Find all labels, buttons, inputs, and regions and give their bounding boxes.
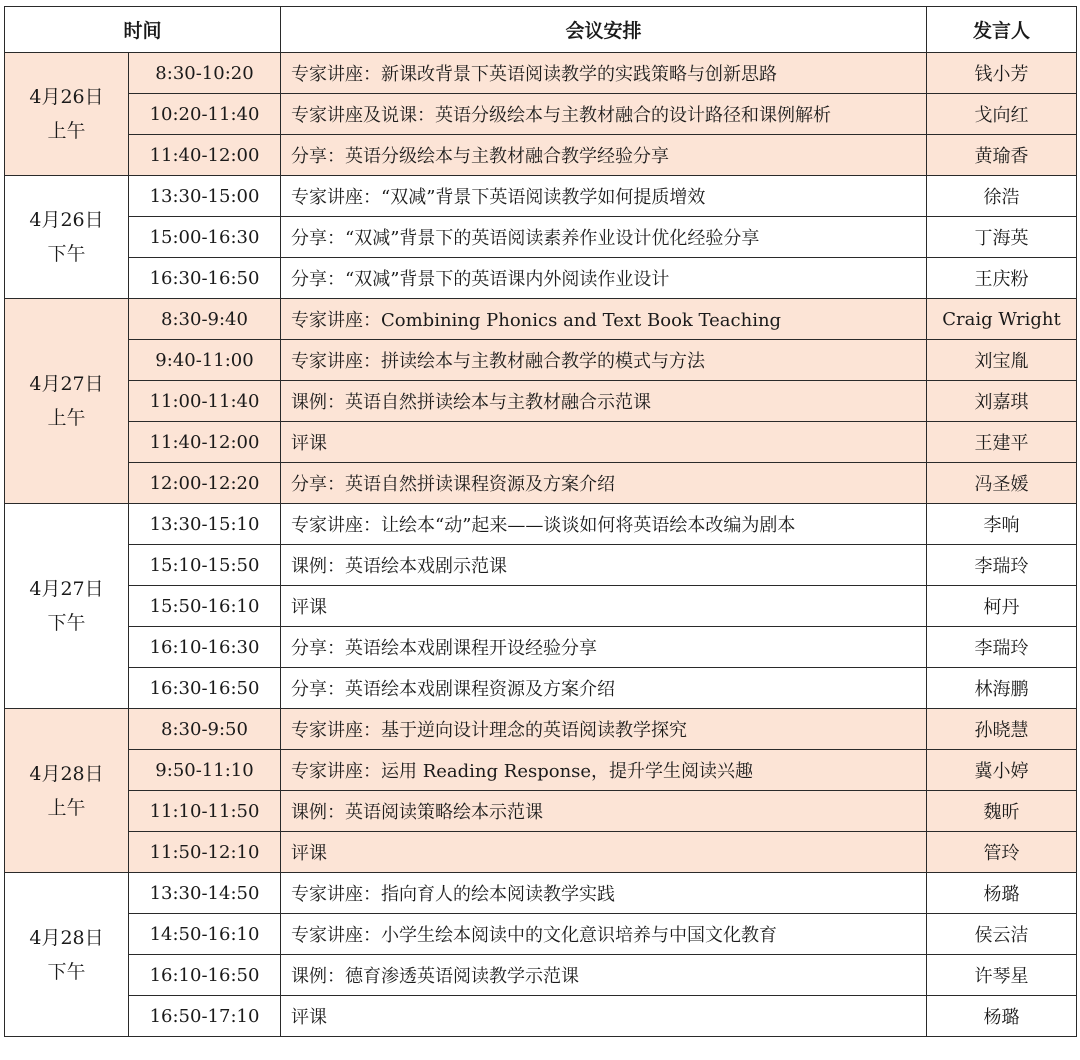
time-cell: 11:10-11:50	[129, 791, 281, 832]
agenda-cell: 评课	[281, 422, 927, 463]
schedule-row	[5, 627, 1077, 668]
agenda-cell: 专家讲座：“双减”背景下英语阅读教学如何提质增效	[281, 176, 927, 217]
time-cell: 8:30-9:50	[129, 709, 281, 750]
schedule-table	[4, 6, 1077, 1037]
schedule-row	[5, 504, 1077, 545]
schedule-row	[5, 381, 1077, 422]
speaker-cell: 戈向红	[927, 94, 1077, 135]
session-date-cell	[5, 873, 129, 1037]
schedule-row	[5, 914, 1077, 955]
header-agenda: 会议安排	[281, 7, 927, 53]
speaker-cell: 冀小婷	[927, 750, 1077, 791]
speaker-cell: 林海鹏	[927, 668, 1077, 709]
schedule-row	[5, 545, 1077, 586]
speaker-cell: 柯丹	[927, 586, 1077, 627]
session-period: 下午	[47, 243, 86, 265]
agenda-cell: 课例：德育渗透英语阅读教学示范课	[281, 955, 927, 996]
schedule-row	[5, 873, 1077, 914]
speaker-cell: 孙晓慧	[927, 709, 1077, 750]
session-date: 4月26日	[29, 209, 104, 231]
time-cell: 16:10-16:30	[129, 627, 281, 668]
session-period: 上午	[47, 120, 86, 142]
schedule-row	[5, 668, 1077, 709]
session-date: 4月27日	[29, 578, 104, 600]
speaker-cell: 徐浩	[927, 176, 1077, 217]
session-date: 4月26日	[29, 86, 104, 108]
schedule-body	[5, 53, 1077, 1037]
speaker-cell: 钱小芳	[927, 53, 1077, 94]
session-date-cell	[5, 53, 129, 176]
session-date: 4月28日	[29, 926, 104, 949]
session-date: 4月28日	[29, 762, 104, 785]
schedule-row	[5, 258, 1077, 299]
agenda-cell: 专家讲座：Combining Phonics and Text Book Teaching	[281, 299, 927, 340]
agenda-cell: 分享：英语绘本戏剧课程资源及方案介绍	[281, 668, 927, 709]
time-cell: 13:30-15:10	[129, 504, 281, 545]
agenda-cell: 分享：英语绘本戏剧课程开设经验分享	[281, 627, 927, 668]
schedule-row	[5, 422, 1077, 463]
speaker-cell: 侯云洁	[927, 914, 1077, 955]
schedule-row	[5, 53, 1077, 94]
agenda-cell: 专家讲座：小学生绘本阅读中的文化意识培养与中国文化教育	[281, 914, 927, 955]
speaker-cell: 许琴星	[927, 955, 1077, 996]
session-date-cell	[5, 504, 129, 709]
session-date-cell	[5, 176, 129, 299]
speaker-cell: 刘嘉琪	[927, 381, 1077, 422]
time-cell: 8:30-9:40	[129, 299, 281, 340]
speaker-cell: 王建平	[927, 422, 1077, 463]
time-cell: 16:50-17:10	[129, 996, 281, 1037]
time-cell: 15:00-16:30	[129, 217, 281, 258]
agenda-cell: 专家讲座：新课改背景下英语阅读教学的实践策略与创新思路	[281, 53, 927, 94]
speaker-cell: 冯圣媛	[927, 463, 1077, 504]
agenda-cell: 专家讲座：运用 Reading Response，提升学生阅读兴趣	[281, 750, 927, 791]
schedule-row	[5, 94, 1077, 135]
time-cell: 11:40-12:00	[129, 422, 281, 463]
header-row	[5, 7, 1077, 53]
header-speaker: 发言人	[927, 7, 1077, 53]
speaker-cell: 刘宝胤	[927, 340, 1077, 381]
time-cell: 13:30-14:50	[129, 873, 281, 914]
time-cell: 9:40-11:00	[129, 340, 281, 381]
speaker-cell: 杨璐	[927, 873, 1077, 914]
time-cell: 13:30-15:00	[129, 176, 281, 217]
agenda-cell: 分享：英语自然拼读课程资源及方案介绍	[281, 463, 927, 504]
schedule-row	[5, 340, 1077, 381]
agenda-cell: 分享：“双减”背景下的英语阅读素养作业设计优化经验分享	[281, 217, 927, 258]
session-period: 上午	[47, 796, 86, 819]
schedule-row	[5, 176, 1077, 217]
schedule-row	[5, 586, 1077, 627]
agenda-cell: 课例：英语阅读策略绘本示范课	[281, 791, 927, 832]
schedule-row	[5, 217, 1077, 258]
schedule-row	[5, 750, 1077, 791]
agenda-cell: 课例：英语自然拼读绘本与主教材融合示范课	[281, 381, 927, 422]
session-date-cell	[5, 299, 129, 504]
schedule-row	[5, 709, 1077, 750]
speaker-cell: Craig Wright	[927, 299, 1077, 340]
time-cell: 16:30-16:50	[129, 668, 281, 709]
agenda-cell: 专家讲座：拼读绘本与主教材融合教学的模式与方法	[281, 340, 927, 381]
agenda-cell: 课例：英语绘本戏剧示范课	[281, 545, 927, 586]
session-period: 上午	[47, 407, 86, 429]
speaker-cell: 魏昕	[927, 791, 1077, 832]
speaker-cell: 黄瑜香	[927, 135, 1077, 176]
speaker-cell: 管玲	[927, 832, 1077, 873]
time-cell: 16:30-16:50	[129, 258, 281, 299]
schedule-row	[5, 299, 1077, 340]
agenda-cell: 评课	[281, 586, 927, 627]
time-cell: 15:50-16:10	[129, 586, 281, 627]
session-date-cell	[5, 709, 129, 873]
agenda-cell: 专家讲座：让绘本“动”起来——谈谈如何将英语绘本改编为剧本	[281, 504, 927, 545]
agenda-cell: 评课	[281, 832, 927, 873]
time-cell: 8:30-10:20	[129, 53, 281, 94]
time-cell: 11:50-12:10	[129, 832, 281, 873]
schedule-row	[5, 996, 1077, 1037]
time-cell: 16:10-16:50	[129, 955, 281, 996]
session-date: 4月27日	[29, 373, 104, 395]
time-cell: 11:40-12:00	[129, 135, 281, 176]
agenda-cell: 专家讲座：指向育人的绘本阅读教学实践	[281, 873, 927, 914]
speaker-cell: 杨璐	[927, 996, 1077, 1037]
speaker-cell: 李响	[927, 504, 1077, 545]
time-cell: 10:20-11:40	[129, 94, 281, 135]
time-cell: 14:50-16:10	[129, 914, 281, 955]
session-period: 下午	[47, 960, 86, 983]
speaker-cell: 王庆粉	[927, 258, 1077, 299]
time-cell: 11:00-11:40	[129, 381, 281, 422]
schedule-row	[5, 135, 1077, 176]
schedule-row	[5, 791, 1077, 832]
speaker-cell: 丁海英	[927, 217, 1077, 258]
agenda-cell: 专家讲座及说课：英语分级绘本与主教材融合的设计路径和课例解析	[281, 94, 927, 135]
header-time: 时间	[5, 7, 281, 53]
session-period: 下午	[47, 612, 86, 634]
schedule-row	[5, 463, 1077, 504]
agenda-cell: 分享：“双减”背景下的英语课内外阅读作业设计	[281, 258, 927, 299]
time-cell: 9:50-11:10	[129, 750, 281, 791]
speaker-cell: 李瑞玲	[927, 545, 1077, 586]
time-cell: 15:10-15:50	[129, 545, 281, 586]
agenda-cell: 分享：英语分级绘本与主教材融合教学经验分享	[281, 135, 927, 176]
speaker-cell: 李瑞玲	[927, 627, 1077, 668]
time-cell: 12:00-12:20	[129, 463, 281, 504]
schedule-row	[5, 955, 1077, 996]
schedule-row	[5, 832, 1077, 873]
agenda-cell: 专家讲座：基于逆向设计理念的英语阅读教学探究	[281, 709, 927, 750]
agenda-cell: 评课	[281, 996, 927, 1037]
